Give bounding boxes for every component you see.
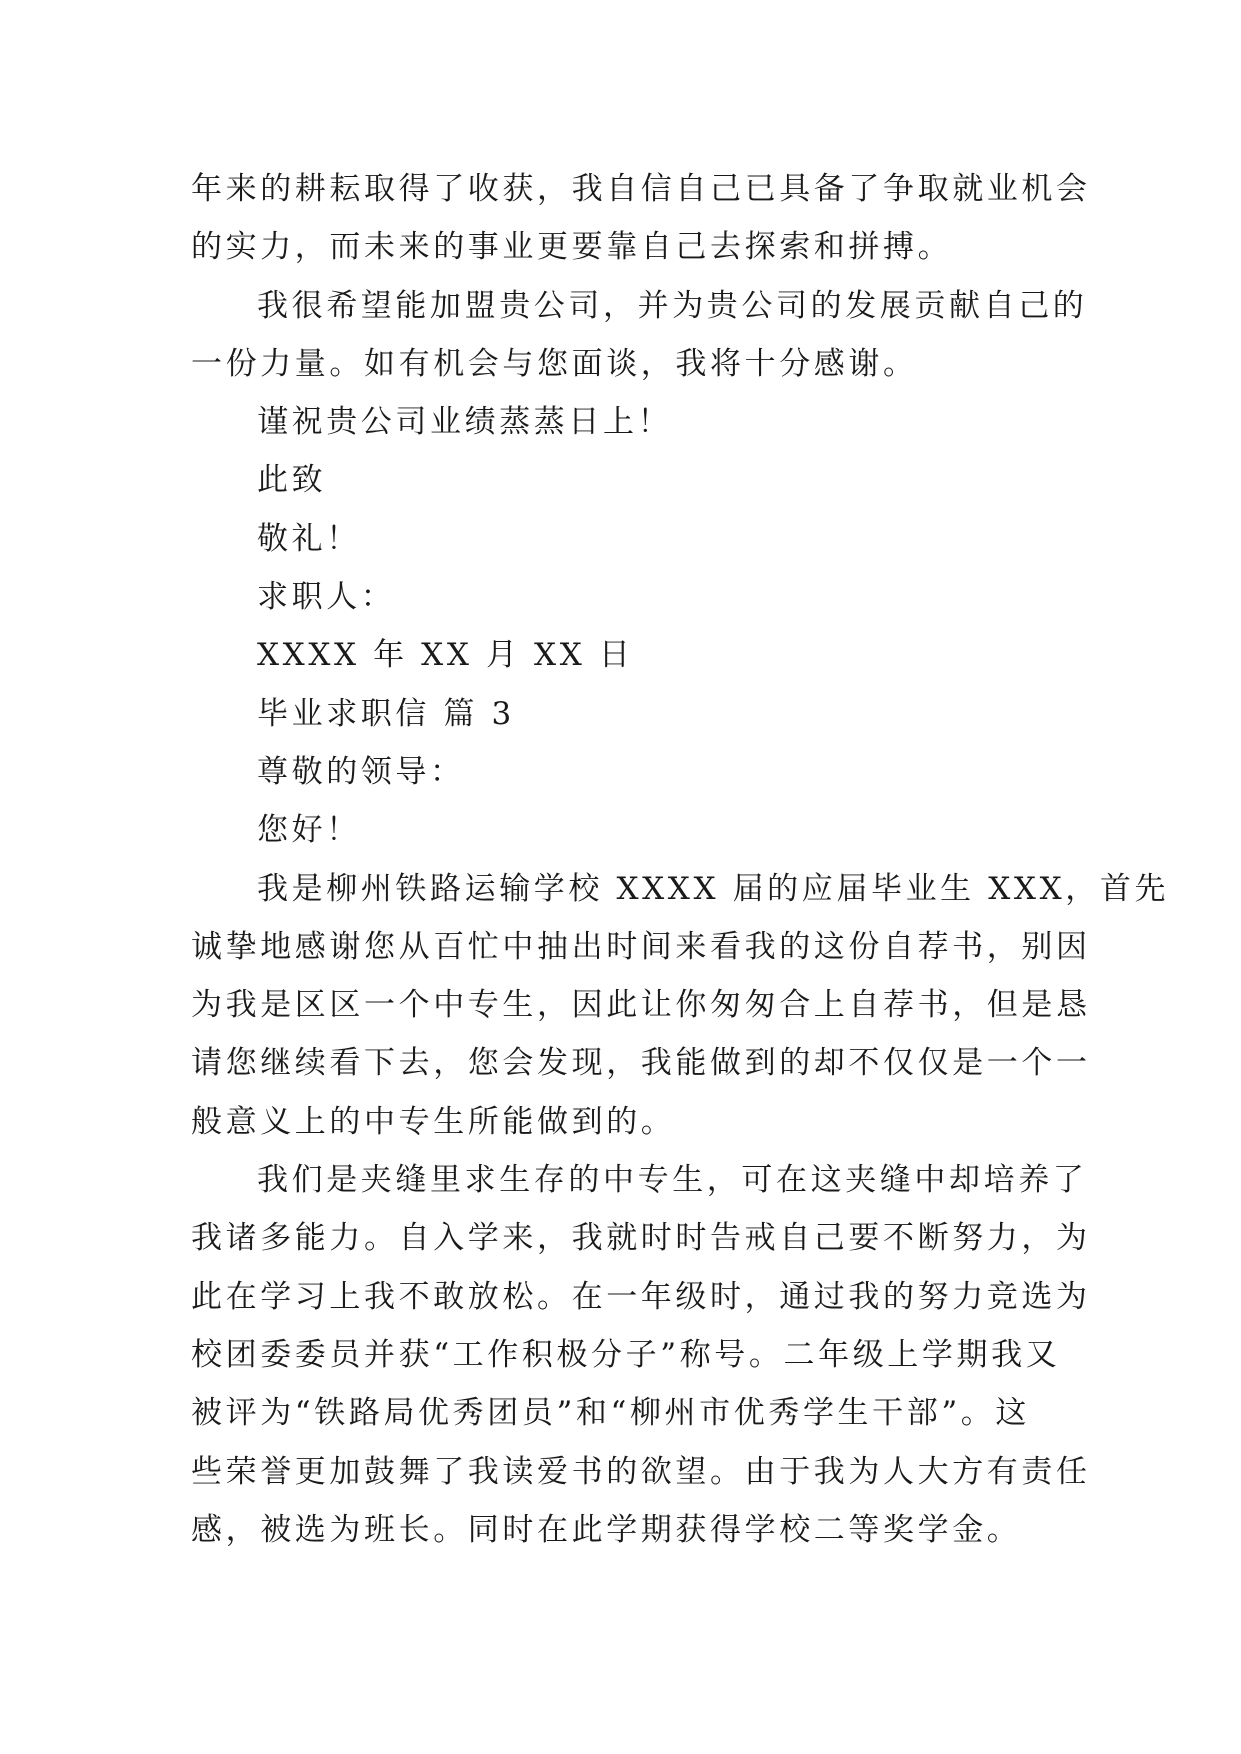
paragraph-3-line-2: 诚挚地感谢您从百忙中抽出时间来看我的这份自荐书，别因 [191,928,1091,965]
greeting-line: 您好！ [257,812,361,849]
paragraph-4-line-3: 此在学习上我不敢放松。在一年级时，通过我的努力竞选为 [191,1278,1091,1315]
paragraph-3-line-1: 我是柳州铁路运输学校 XXXX 届的应届毕业生 XXX，首先 [257,870,1170,907]
paragraph-1-line-1: 年来的耕耘取得了收获，我自信自己已具备了争取就业机会 [191,171,1091,207]
paragraph-2-line-1: 我很希望能加盟贵公司，并为贵公司的发展贡献自己的 [257,287,1088,324]
paragraph-4-line-7: 感，被选为班长。同时在此学期获得学校二等奖学金。 [191,1511,1022,1548]
wishes-line: 谨祝贵公司业绩蒸蒸日上！ [257,404,673,441]
paragraph-3-line-3: 为我是区区一个中专生，因此让你匆匆合上自荐书，但是恳 [191,987,1091,1024]
document-body [191,160,1170,1559]
paragraph-1-line-2: 的实力，而未来的事业更要靠自己去探索和拼搏。 [191,229,953,266]
signature-label: 求职人： [257,579,396,616]
paragraph-4-line-5: 被评为“铁路局优秀团员”和“柳州市优秀学生干部”。这 [191,1395,1030,1432]
paragraph-2-line-2: 一份力量。如有机会与您面谈，我将十分感谢。 [191,345,918,382]
paragraph-4-line-6: 些荣誉更加鼓舞了我读爱书的欲望。由于我为人大方有责任 [191,1453,1091,1490]
closing-line-1: 此致 [257,462,327,499]
paragraph-4-line-4: 校团委委员并获“工作积极分子”称号。二年级上学期我又 [191,1336,1061,1373]
date-line: XXXX 年 XX 月 XX 日 [257,637,634,674]
closing-line-2: 敬礼！ [257,520,361,557]
section-title: 毕业求职信 篇 3 [257,695,515,732]
paragraph-4-line-1: 我们是夹缝里求生存的中专生，可在这夹缝中却培养了 [257,1162,1088,1199]
paragraph-4-line-2: 我诸多能力。自入学来，我就时时告戒自己要不断努力，为 [191,1220,1091,1257]
paragraph-3-line-4: 请您继续看下去，您会发现，我能做到的却不仅仅是一个一 [191,1045,1091,1082]
salutation-line: 尊敬的领导： [257,753,465,790]
paragraph-3-line-5: 般意义上的中专生所能做到的。 [191,1103,676,1140]
